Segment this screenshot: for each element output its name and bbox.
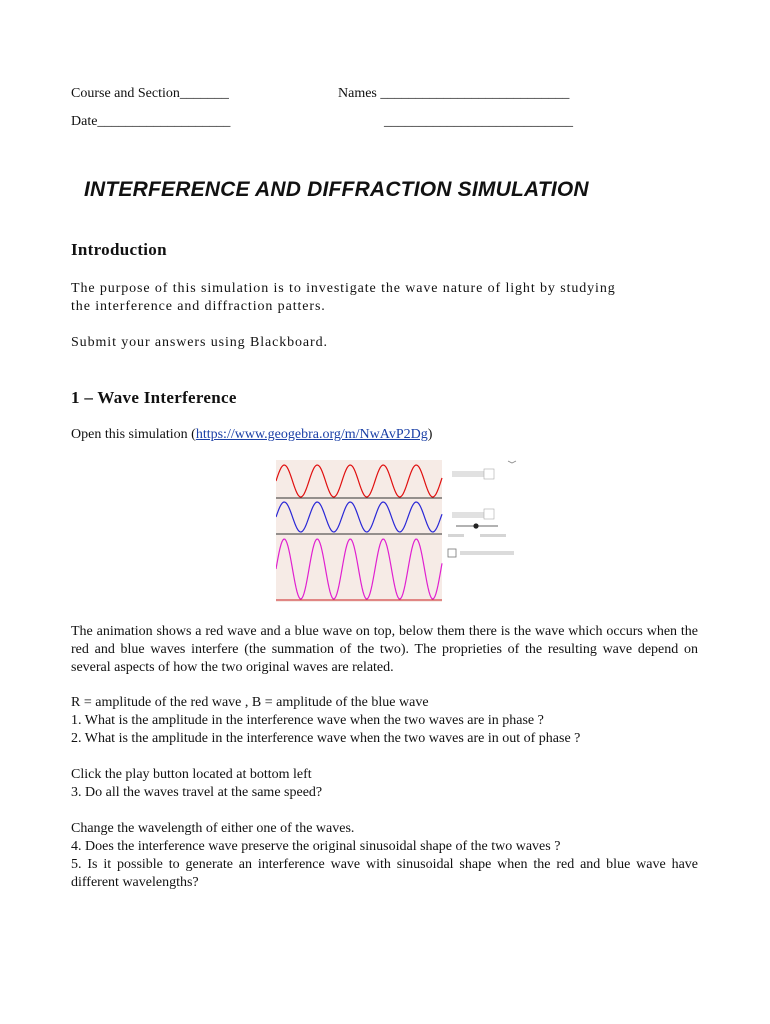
submit-instruction: Submit your answers using Blackboard. bbox=[71, 335, 328, 350]
section1-heading: 1 – Wave Interference bbox=[71, 388, 237, 407]
phase-slider[interactable] bbox=[448, 523, 506, 537]
question-5: 5. Is it possible to generate an interference wave with sinusoidal shape when the red and blue wave have different wavelengths? bbox=[71, 857, 698, 890]
question-2: 2. What is the amplitude in the interference wave when the two waves are in out of phase ? bbox=[71, 731, 581, 746]
names-field-line2: ___________________________ bbox=[384, 114, 573, 129]
simulation-link[interactable]: https://www.geogebra.org/m/NwAvP2Dg bbox=[195, 427, 428, 442]
intro-line-2: the interference and diffraction patters. bbox=[71, 299, 326, 314]
question-1: 1. What is the amplitude in the interference wave when the two waves are in phase ? bbox=[71, 713, 544, 728]
blue-wavelength-control[interactable] bbox=[452, 509, 494, 519]
intro-heading: Introduction bbox=[71, 240, 167, 259]
amplitude-definitions: R = amplitude of the red wave , B = amplitude of the blue wave bbox=[71, 695, 429, 710]
question-4: 4. Does the interference wave preserve the original sinusoidal shape of the two waves ? bbox=[71, 839, 561, 854]
course-section-field: Course and Section_______ bbox=[71, 86, 229, 101]
open-simulation-line bbox=[71, 426, 432, 444]
expand-icon[interactable] bbox=[508, 461, 516, 463]
simulation-screenshot bbox=[276, 460, 520, 604]
names-field: Names ___________________________ bbox=[338, 86, 570, 101]
open-suffix: ) bbox=[427, 427, 433, 442]
date-field: Date___________________ bbox=[71, 114, 231, 129]
document-title: INTERFERENCE AND DIFFRACTION SIMULATION bbox=[84, 178, 589, 201]
show-checkbox[interactable] bbox=[448, 549, 514, 557]
red-wavelength-control[interactable] bbox=[452, 469, 494, 479]
open-prefix: Open this simulation ( bbox=[71, 427, 196, 442]
play-instruction: Click the play button located at bottom left bbox=[71, 767, 312, 782]
animation-description: The animation shows a red wave and a blue wave on top, below them there is the wave which occurs when the red and blue waves interfere (the summation of the two). The proprieties of the resulting wave depend on several aspects of how the two original waves are related. bbox=[71, 624, 698, 675]
question-3: 3. Do all the waves travel at the same speed? bbox=[71, 785, 323, 800]
intro-line-1: The purpose of this simulation is to investigate the wave nature of light by studying bbox=[71, 281, 616, 296]
wavelength-instruction: Change the wavelength of either one of the waves. bbox=[71, 821, 355, 836]
